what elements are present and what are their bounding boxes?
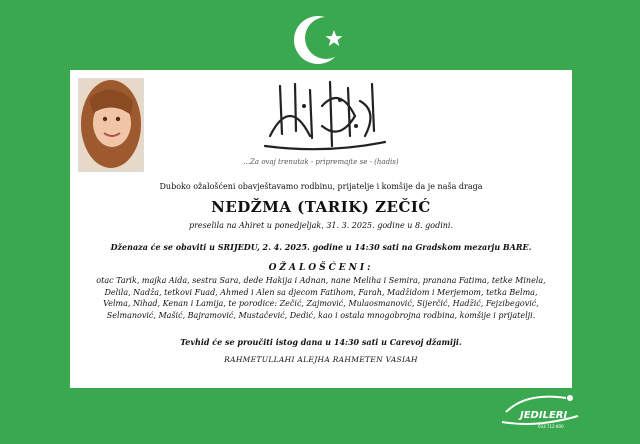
calligraphy-emblem xyxy=(260,76,390,156)
crescent-star-icon xyxy=(290,10,350,70)
company-logo-text: JEDILERI xyxy=(520,410,568,421)
deceased-name: NEDŽMA (TARIK) ZEČIĆ xyxy=(211,198,431,216)
company-phone: 033 712-800 xyxy=(538,424,564,429)
tevhid-info: Tevhid će se proučiti istog dana u 14:30 sati u Carevoj džamiji. xyxy=(180,337,462,347)
mourners-list: otac Tarik, majka Aida, sestra Sara, dede Hakija i Adnan, nane Meliha i Semira, pranana Fatima, tetke Minela, Delila, Nadža, tetkovi Fuad, Ahmed i Alen sa djecom Fatihom, Farah, Madžidom i Merjemom, tetka Belma, Velma, Nihad, Kenan i Lamija, te porodice: Zečić, Zajmović, Mulaosmanović, Sijerčić, Hadžić, Fejzibegović, Selmanović, Mašić, Bajramović, Mustačević, Dedić, kao i ostala mnogobrojna rodbina, komšije i prijatelji. xyxy=(96,276,546,320)
intro-text: Duboko ožalošćeni obavještavamo rodbinu, prijatelje i komšije da je naša draga xyxy=(159,182,483,191)
funeral-info: Dženaza će se obaviti u SRIJEDU, 2. 4. 2025. godine u 14:30 sati na Gradskom mezarju BARE. xyxy=(110,242,532,252)
closing-prayer: RAHMETULLAHI ALEJHA RAHMETEN VASIAH xyxy=(224,355,418,364)
hadis-quote: ...Za ovaj trenutak - pripremajte se - (hadis) xyxy=(243,158,399,166)
obituary-card xyxy=(70,70,572,388)
mourners-heading: OŽALOŠĆENI: xyxy=(268,263,374,273)
passing-date-text: preselila na Ahiret u ponedjeljak, 31. 3. 2025. godine u 8. godini. xyxy=(188,221,454,230)
